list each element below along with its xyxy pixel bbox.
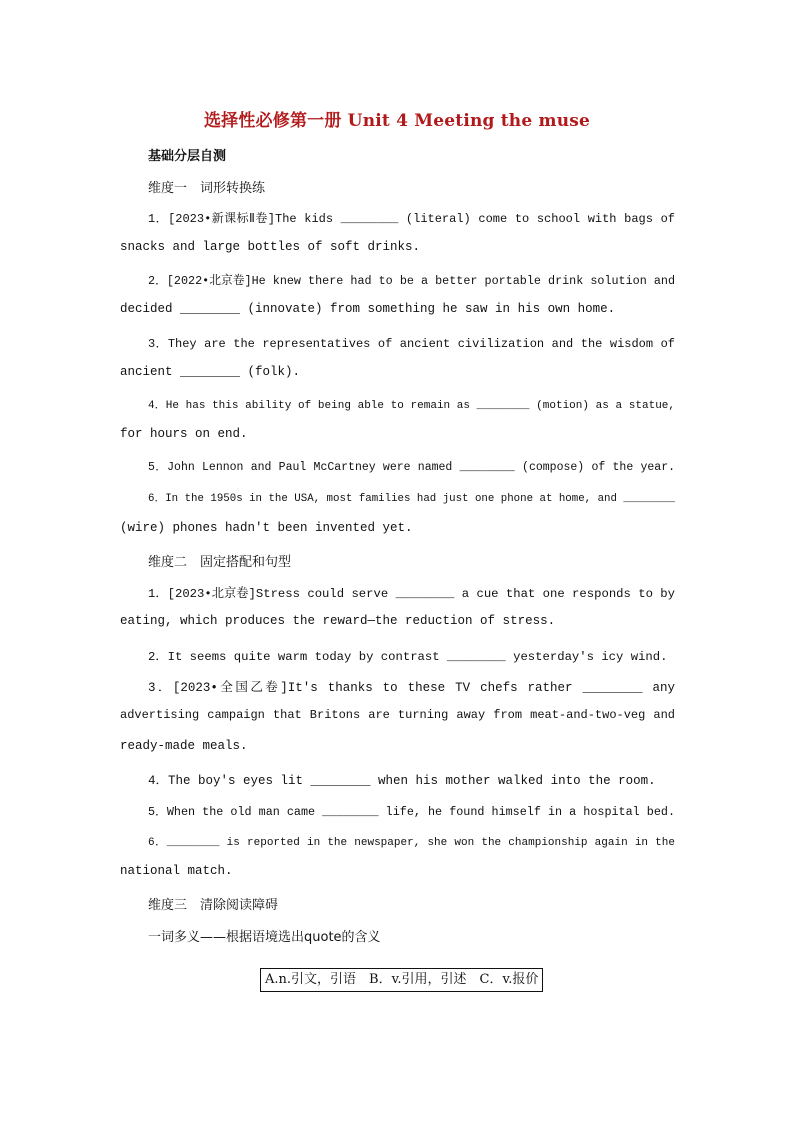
question-line: 6．________ is reported in the newspaper, she won the championship again in the (148, 837, 675, 849)
question-line: 3．They are the representatives of ancient civilization and the wisdom of (148, 337, 675, 351)
question-line: snacks and large bottles of soft drinks. (120, 240, 421, 254)
section-heading-3: 维度三 清除阅读障碍 (148, 898, 279, 913)
question-line: advertising campaign that Britons are turning away from meat-and-two-veg and (120, 708, 675, 722)
question-line: ready-made meals. (120, 739, 248, 753)
section-subtitle: 基础分层自测 (148, 149, 227, 164)
question-line: 1．[2023•新课标Ⅱ卷]The kids ________ (literal) come to school with bags of (148, 212, 675, 226)
question-line: 2．[2022•北京卷]He knew there had to be a better portable drink solution and (148, 274, 675, 288)
question-line: 2．It seems quite warm today by contrast ________ yesterday's icy wind. (148, 650, 668, 664)
question-line: 3．[2023•全国乙卷]It's thanks to these TV chefs rather ________ any (148, 681, 675, 695)
page-title: 选择性必修第一册 Unit 4 Meeting the muse (203, 111, 591, 131)
question-line: national match. (120, 864, 233, 878)
question-line: 4．He has this ability of being able to remain as ________ (motion) as a statue, (148, 400, 675, 412)
question-line: for hours on end. (120, 427, 248, 441)
section-heading-2: 维度二 固定搭配和句型 (148, 555, 292, 570)
question-line: ancient ________ (folk). (120, 365, 301, 379)
question-line: decided ________ (innovate) from something he saw in his own home. (120, 302, 616, 316)
question-line: 1．[2023•北京卷]Stress could serve ________ a cue that one responds to by (148, 587, 675, 601)
question-line: eating, which produces the reward—the reduction of stress. (120, 614, 556, 628)
question-line: (wire) phones hadn't been invented yet. (120, 521, 413, 535)
question-line: 6．In the 1950s in the USA, most families had just one phone at home, and ________ (148, 493, 675, 505)
section-subheading: 一词多义——根据语境选出quote的含义 (148, 930, 381, 945)
question-line: 5．John Lennon and Paul McCartney were named ________ (compose) of the year. (148, 461, 675, 474)
question-line: 4．The boy's eyes lit ________ when his mother walked into the room. (148, 774, 656, 788)
options-box: A.n.引文，引语 B．v.引用，引述 C．v.报价 (260, 968, 543, 992)
question-line: 5．When the old man came ________ life, he found himself in a hospital bed. (148, 805, 675, 819)
section-heading-1: 维度一 词形转换练 (148, 181, 266, 196)
